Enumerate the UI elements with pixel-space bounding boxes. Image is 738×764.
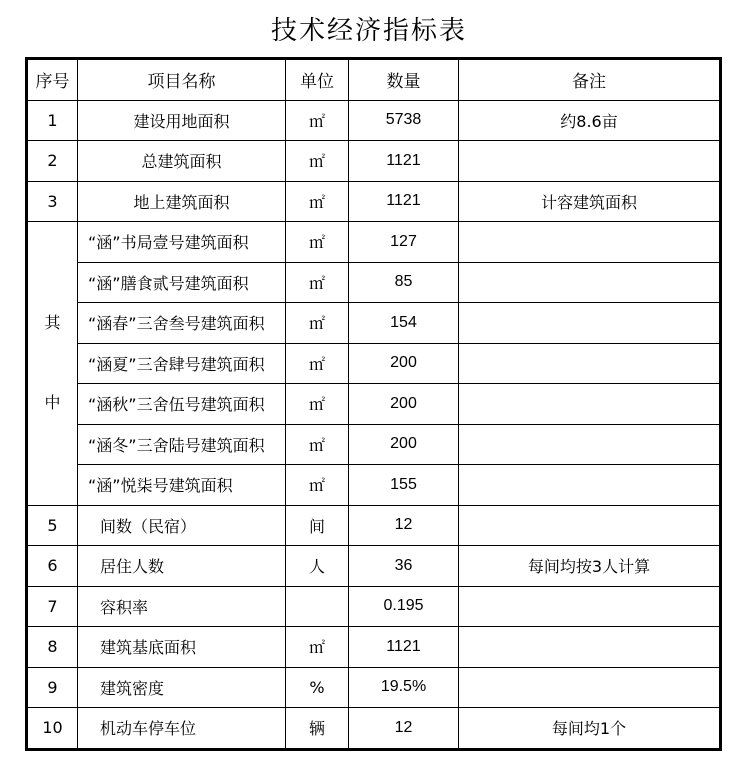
cell-name: “涵秋”三舍伍号建筑面积 (78, 384, 286, 425)
cell-unit: ㎡ (286, 100, 349, 141)
cell-qty: 154 (349, 303, 459, 344)
header-no: 序号 (27, 59, 78, 101)
table-row (27, 708, 721, 750)
cell-note (459, 627, 721, 668)
table-row (27, 181, 721, 222)
cell-note (459, 343, 721, 384)
cell-name: “涵”悦柒号建筑面积 (78, 465, 286, 506)
cell-name: 建筑基底面积 (78, 627, 286, 668)
cell-unit: ㎡ (286, 424, 349, 465)
cell-no: 9 (27, 667, 78, 708)
cell-qty: 12 (349, 708, 459, 750)
header-qty: 数量 (349, 59, 459, 101)
table-row (27, 141, 721, 182)
table-row (27, 100, 721, 141)
cell-qty: 12 (349, 505, 459, 546)
cell-note (459, 262, 721, 303)
cell-unit: ㎡ (286, 465, 349, 506)
cell-unit: ㎡ (286, 222, 349, 263)
cell-unit: ㎡ (286, 181, 349, 222)
cell-note: 每间均1个 (459, 708, 721, 750)
table-row (27, 222, 721, 263)
sub-group-label-char: 其 (44, 313, 61, 333)
cell-no: 2 (27, 141, 78, 182)
cell-qty: 200 (349, 384, 459, 425)
cell-note: 约8.6亩 (459, 100, 721, 141)
cell-unit: ㎡ (286, 627, 349, 668)
cell-no: 1 (27, 100, 78, 141)
table-row (27, 627, 721, 668)
cell-no: 8 (27, 627, 78, 668)
cell-name: “涵”书局壹号建筑面积 (78, 222, 286, 263)
cell-note (459, 303, 721, 344)
cell-note (459, 505, 721, 546)
cell-qty: 155 (349, 465, 459, 506)
cell-no: 5 (27, 505, 78, 546)
cell-note: 计容建筑面积 (459, 181, 721, 222)
cell-note: 每间均按3人计算 (459, 546, 721, 587)
cell-qty: 127 (349, 222, 459, 263)
indicator-table (25, 57, 722, 751)
table-row (27, 465, 721, 506)
cell-unit: ㎡ (286, 343, 349, 384)
cell-name: 机动车停车位 (78, 708, 286, 750)
cell-no: 10 (27, 708, 78, 750)
header-note: 备注 (459, 59, 721, 101)
cell-qty: 200 (349, 424, 459, 465)
table-row (27, 667, 721, 708)
cell-unit (286, 586, 349, 627)
cell-name: “涵冬”三舍陆号建筑面积 (78, 424, 286, 465)
table-row (27, 343, 721, 384)
cell-note (459, 384, 721, 425)
sub-group-label (27, 222, 78, 506)
cell-qty: 19.5% (349, 667, 459, 708)
cell-qty: 1121 (349, 141, 459, 182)
header-unit: 单位 (286, 59, 349, 101)
cell-no: 3 (27, 181, 78, 222)
cell-note (459, 222, 721, 263)
page-title: 技术经济指标表 (270, 16, 467, 46)
cell-unit: 间 (286, 505, 349, 546)
header-name: 项目名称 (78, 59, 286, 101)
cell-name: 总建筑面积 (78, 141, 286, 182)
table-row (27, 546, 721, 587)
cell-qty: 36 (349, 546, 459, 587)
cell-qty: 200 (349, 343, 459, 384)
cell-name: “涵”膳食贰号建筑面积 (78, 262, 286, 303)
cell-unit: 人 (286, 546, 349, 587)
cell-no: 6 (27, 546, 78, 587)
cell-name: “涵春”三舍叁号建筑面积 (78, 303, 286, 344)
cell-qty: 1121 (349, 627, 459, 668)
cell-unit: ㎡ (286, 384, 349, 425)
sub-group-label-char: 中 (44, 393, 61, 413)
cell-unit: % (286, 667, 349, 708)
cell-note (459, 586, 721, 627)
table-row (27, 262, 721, 303)
cell-qty: 0.195 (349, 586, 459, 627)
cell-unit: ㎡ (286, 141, 349, 182)
table-header-row (27, 59, 721, 101)
table-row (27, 586, 721, 627)
cell-name: 容积率 (78, 586, 286, 627)
cell-no: 7 (27, 586, 78, 627)
table-row (27, 384, 721, 425)
cell-name: 地上建筑面积 (78, 181, 286, 222)
table-row (27, 505, 721, 546)
cell-note (459, 424, 721, 465)
cell-note (459, 141, 721, 182)
cell-note (459, 667, 721, 708)
cell-unit: 辆 (286, 708, 349, 750)
cell-qty: 1121 (349, 181, 459, 222)
cell-qty: 85 (349, 262, 459, 303)
cell-name: 建筑密度 (78, 667, 286, 708)
cell-unit: ㎡ (286, 303, 349, 344)
table-row (27, 303, 721, 344)
cell-qty: 5738 (349, 100, 459, 141)
cell-name: 建设用地面积 (78, 100, 286, 141)
table-row (27, 424, 721, 465)
cell-name: 间数（民宿） (78, 505, 286, 546)
cell-note (459, 465, 721, 506)
cell-unit: ㎡ (286, 262, 349, 303)
cell-name: 居住人数 (78, 546, 286, 587)
cell-name: “涵夏”三舍肆号建筑面积 (78, 343, 286, 384)
